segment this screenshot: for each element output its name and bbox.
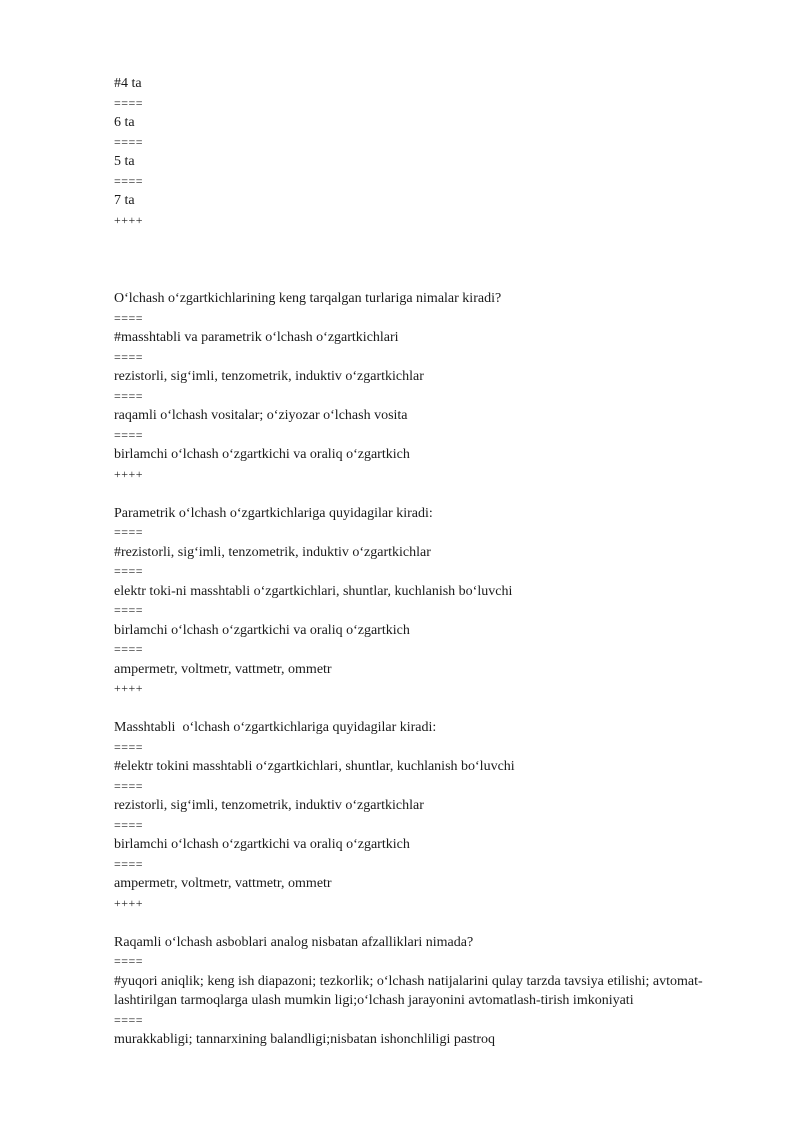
spacer (114, 913, 760, 933)
answer-option: 5 ta (114, 154, 135, 169)
answer-option: #yuqori aniqlik; keng ish diapazoni; tezkorlik; o‘lchash natijalarini qulay tarzda tavsiya etilishi; avtomat-lashtirilgan tarmoqlarga ulash mumkin ligi;o‘lchash jarayonini avtomatlash-tirish imkoniyati (114, 973, 703, 1008)
question-block-0 (114, 74, 760, 230)
end-separator: ++++ (114, 681, 144, 695)
question-text: O‘lchash o‘zgartkichlarining keng tarqalgan turlariga nimalar kiradi? (114, 291, 502, 306)
answer-option: #elektr tokini masshtabli o‘zgartkichlari, shuntlar, kuchlanish bo‘luvchi (114, 759, 515, 774)
option-separator: ==== (114, 388, 144, 403)
answer-option: rezistorli, sig‘imli, tenzometrik, induktiv o‘zgartkichlar (114, 369, 424, 384)
answer-option: #masshtabli va parametrik o‘lchash o‘zgartkichlari (114, 330, 399, 345)
end-separator: ++++ (114, 212, 144, 227)
answer-option: ampermetr, voltmetr, vattmetr, ommetr (114, 876, 332, 891)
answer-option: elektr toki-ni masshtabli o‘zgartkichlari, shuntlar, kuchlanish bo‘luvchi (114, 583, 513, 599)
spacer (114, 484, 760, 504)
option-separator: ==== (114, 642, 144, 656)
question-text: Parametrik o‘lchash o‘zgartkichlariga quyidagilar kiradi: (114, 505, 433, 521)
question-block-3 (114, 718, 760, 913)
question-block-1 (114, 289, 760, 484)
spacer (114, 230, 760, 289)
answer-option: rezistorli, sig‘imli, tenzometrik, induktiv o‘zgartkichlar (114, 798, 424, 813)
option-separator: ==== (114, 310, 144, 325)
question-text: Masshtabli o‘lchash o‘zgartkichlariga quyidagilar kiradi: (114, 720, 437, 735)
question-block-2 (114, 504, 760, 699)
option-separator: ==== (114, 134, 144, 149)
end-separator: ++++ (114, 895, 144, 910)
answer-option: #4 ta (114, 76, 142, 91)
option-separator: ==== (114, 1012, 144, 1027)
option-separator: ==== (114, 817, 144, 832)
question-text: Raqamli o‘lchash asboblari analog nisbatan afzalliklari nimada? (114, 934, 474, 950)
option-separator: ==== (114, 856, 144, 871)
option-separator: ==== (114, 603, 144, 617)
answer-option: birlamchi o‘lchash o‘zgartkichi va oraliq o‘zgartkich (114, 837, 410, 852)
answer-option: birlamchi o‘lchash o‘zgartkichi va oraliq o‘zgartkich (114, 622, 410, 638)
answer-option: 6 ta (114, 115, 135, 130)
answer-option: birlamchi o‘lchash o‘zgartkichi va oraliq o‘zgartkich (114, 447, 410, 462)
option-separator: ==== (114, 739, 144, 754)
answer-option: murakkabligi; tannarxining balandligi;nisbatan ishonchliligi pastroq (114, 1032, 496, 1047)
option-separator: ==== (114, 349, 144, 364)
option-separator: ==== (114, 427, 144, 442)
option-separator: ==== (114, 564, 144, 578)
answer-option: #rezistorli, sig‘imli, tenzometrik, induktiv o‘zgartkichlar (114, 544, 431, 560)
spacer (114, 699, 760, 719)
option-separator: ==== (114, 525, 144, 539)
question-block-4 (114, 933, 760, 1050)
answer-option: raqamli o‘lchash vositalar; o‘ziyozar o‘lchash vosita (114, 408, 408, 423)
answer-option: 7 ta (114, 193, 135, 208)
end-separator: ++++ (114, 466, 144, 481)
answer-option: ampermetr, voltmetr, vattmetr, ommetr (114, 661, 332, 677)
option-separator: ==== (114, 778, 144, 793)
option-separator: ==== (114, 95, 144, 110)
option-separator: ==== (114, 954, 144, 968)
option-separator: ==== (114, 173, 144, 188)
